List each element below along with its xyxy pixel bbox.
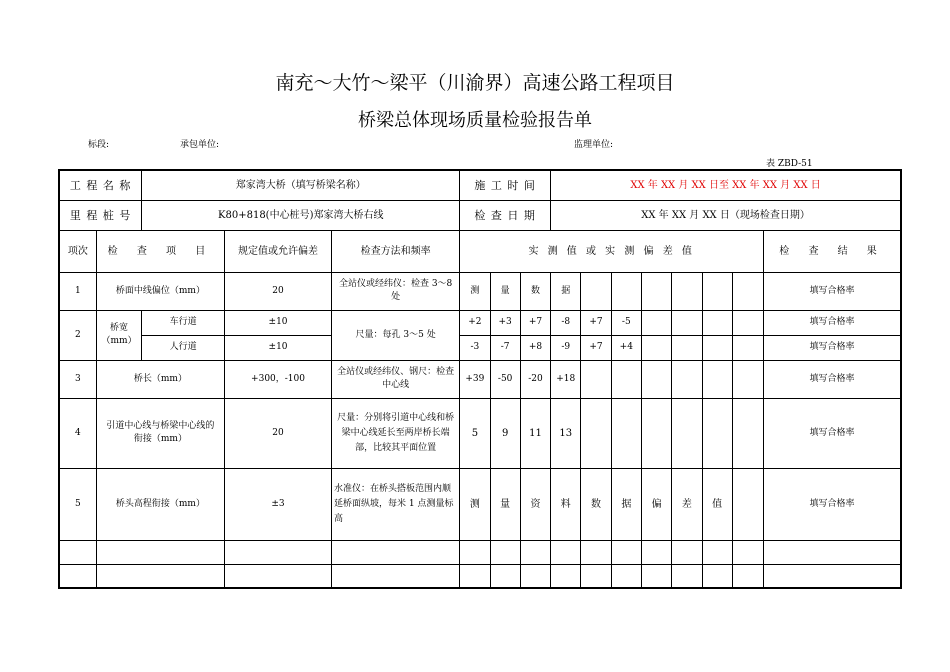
measured-value: +3 [490,310,520,335]
measured-value [581,398,611,468]
row-result: 填写合格率 [764,398,901,468]
measured-value [672,398,702,468]
project-value: 郑家湾大桥（填写桥梁名称） [142,170,460,200]
measured-value: +2 [460,310,490,335]
row-spec: +300，-100 [225,360,332,398]
row-item: 桥面中线偏位（mm） [96,272,224,310]
measured-value [702,360,732,398]
row-method: 全站仪或经纬仪：检查 3～8 处 [332,272,460,310]
row-method: 水准仪：在桥头搭板范围内顺延桥面纵坡，每米 1 点测量标高 [332,468,460,540]
measured-value: 13 [551,398,581,468]
measured-value [672,335,702,360]
col-result-header: 检 查 结 果 [764,230,901,272]
measured-value: -9 [551,335,581,360]
check-date-value: XX 年 XX 月 XX 日（现场检查日期） [551,200,901,230]
measured-value: -5 [611,310,641,335]
blank-row [59,540,901,564]
measured-value: 偏 [641,468,671,540]
page-subtitle: 桥梁总体现场质量检验报告单 [358,110,592,131]
row-method: 尺量：每孔 3～5 处 [332,310,460,360]
table-row [59,398,901,468]
measured-value: 差 [672,468,702,540]
measured-value: 据 [551,272,581,310]
info-row-project [59,170,901,200]
measured-value [732,360,763,398]
measured-value: 量 [490,272,520,310]
col-measured-header: 实 测 值 或 实 测 偏 差 值 [460,230,764,272]
measured-value [641,360,671,398]
row-no: 3 [59,360,96,398]
measured-value [611,398,641,468]
row-result: 填写合格率 [764,310,901,335]
row-method: 全站仪或经纬仪、钢尺：检查中心线 [332,360,460,398]
measured-value [641,335,671,360]
measured-value: 量 [490,468,520,540]
measured-value [581,272,611,310]
row-sub-item: 车行道 [142,310,225,335]
measured-value: -20 [520,360,550,398]
measured-value: +39 [460,360,490,398]
measured-value: 料 [551,468,581,540]
table-row [59,310,901,335]
row-sub-item: 人行道 [142,335,225,360]
measured-value [672,360,702,398]
page-title: 南充～大竹～梁平（川渝界）高速公路工程项目 [275,72,675,94]
row-spec: 20 [225,272,332,310]
row-spec: ±10 [225,310,332,335]
measured-value [732,272,763,310]
measured-value: +4 [611,335,641,360]
measured-value [732,468,763,540]
measured-value [672,272,702,310]
measured-value: +7 [581,310,611,335]
measured-value [641,398,671,468]
info-row-station [59,200,901,230]
row-item: 桥头高程衔接（mm） [96,468,224,540]
measured-value: 5 [460,398,490,468]
measured-value [702,272,732,310]
row-result: 填写合格率 [764,335,901,360]
col-item-header: 检 查 项 目 [96,230,224,272]
supervisor-label: 监理单位: [574,140,614,150]
measured-value: 数 [581,468,611,540]
construct-time-label: 施 工 时 间 [460,170,551,200]
row-result: 填写合格率 [764,272,901,310]
measured-value [702,335,732,360]
row-no: 1 [59,272,96,310]
measured-value: 数 [520,272,550,310]
measured-value [641,272,671,310]
measured-value: -7 [490,335,520,360]
row-item: 桥长（mm） [96,360,224,398]
table-row [59,360,901,398]
measured-value [611,360,641,398]
measured-value: 值 [702,468,732,540]
column-header-row [59,230,901,272]
check-date-label: 检 查 日 期 [460,200,551,230]
station-value: K80+818(中心桩号)郑家湾大桥右线 [142,200,460,230]
table-row [59,335,901,360]
measured-value: -8 [551,310,581,335]
measured-value: -3 [460,335,490,360]
measured-value [732,310,763,335]
measured-value: +18 [551,360,581,398]
measured-value: +7 [520,310,550,335]
row-item: 引道中心线与桥梁中心线的衔接（mm） [96,398,224,468]
measured-value: 资 [520,468,550,540]
col-spec-header: 规定值或允许偏差 [225,230,332,272]
row-method: 尺量：分别将引道中心线和桥梁中心线延长至两岸桥长端部，比较其平面位置 [332,398,460,468]
measured-value: 11 [520,398,550,468]
row-item: 桥宽（mm） [96,310,141,360]
row-no: 5 [59,468,96,540]
measured-value [702,398,732,468]
row-spec: 20 [225,398,332,468]
col-no-header: 项次 [59,230,96,272]
measured-value [672,310,702,335]
row-result: 填写合格率 [764,360,901,398]
project-label: 工 程 名 称 [59,170,142,200]
measured-value [702,310,732,335]
measured-value [611,272,641,310]
form-number: 表 ZBD-51 [766,159,813,169]
measured-value [581,360,611,398]
row-spec: ±10 [225,335,332,360]
construct-time-value: XX 年 XX 月 XX 日至 XX 年 XX 月 XX 日 [551,170,901,200]
measured-value [732,335,763,360]
measured-value: 测 [460,468,490,540]
measured-value [732,398,763,468]
station-label: 里 程 桩 号 [59,200,142,230]
measured-value [641,310,671,335]
row-result: 填写合格率 [764,468,901,540]
row-no: 4 [59,398,96,468]
contractor-label: 承包单位: [180,140,220,150]
row-spec: ±3 [225,468,332,540]
measured-value: 测 [460,272,490,310]
row-no: 2 [59,310,96,360]
col-method-header: 检查方法和频率 [332,230,460,272]
blank-row [59,564,901,588]
measured-value: -50 [490,360,520,398]
inspection-table [58,169,902,589]
measured-value: 9 [490,398,520,468]
section-label: 标段: [88,140,110,150]
measured-value: 据 [611,468,641,540]
measured-value: +8 [520,335,550,360]
measured-value: +7 [581,335,611,360]
table-row [59,272,901,310]
table-row [59,468,901,540]
